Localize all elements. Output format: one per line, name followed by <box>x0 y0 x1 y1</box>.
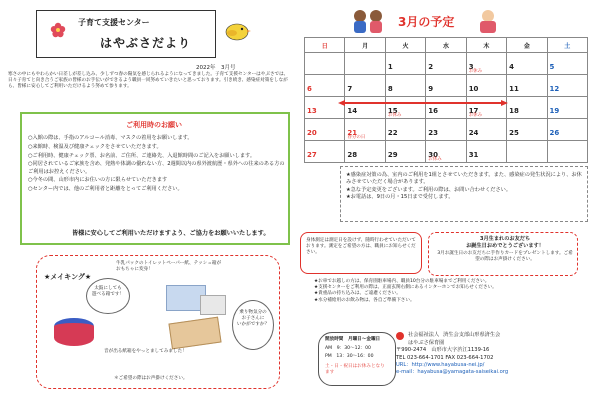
list-item: ★水分補給用のお飲み物は、各自ご準備下さい。 <box>314 297 415 303</box>
calendar-day-number: 2 <box>428 63 434 71</box>
calendar-day-cell <box>305 75 345 97</box>
calendar-day-number: 7 <box>347 85 353 93</box>
calendar-day-cell <box>547 75 587 97</box>
calendar-day-number: 27 <box>307 151 317 159</box>
making-note: 牛乳パックのトイレットペーパー紙、テッシュ箱が おもちゃに変身！ <box>116 261 222 273</box>
measurement-text: 身体測定は測定日を設けず、随時行わせていただいております。測定をご希望の方は、職員にお知らせください。 <box>306 238 416 256</box>
calendar-day-number: 4 <box>509 63 514 71</box>
org-name: 子育て支援センター <box>78 18 150 27</box>
list-item: ○同居されているご家族を含め、発熱や体調の優れない方、2週間以内の県外渡航歴・県外への往来のある方のご利用はお控えください。 <box>28 161 285 175</box>
calendar-day-cell <box>507 75 547 97</box>
calendar-day-note: お休み <box>387 113 402 118</box>
list-item: ○ご利用時、健康チェック票、お名前、ご住所、ご連絡先、入退館時間のご記入をお願いします。 <box>28 152 256 159</box>
birthday-detail: 3月お誕生日のお友だちに手作りカードをプレゼントします。ご希望の際はお声掛けください。 <box>437 250 573 262</box>
calendar-day-cell <box>466 119 506 141</box>
org-info <box>396 332 596 388</box>
calendar-day-cell <box>466 53 506 75</box>
birthday-text <box>436 236 574 263</box>
calendar-day-cell <box>547 141 587 163</box>
calendar-day-cell <box>345 53 385 75</box>
org-nursery: はやぶさ保育園 <box>408 340 445 346</box>
calendar-day-number: 14 <box>347 107 358 115</box>
calendar-day-number: 23 <box>428 129 439 137</box>
request-title: ご利用時のお願い <box>126 121 182 129</box>
calendar-day-number: 8 <box>387 85 393 93</box>
calendar-day-note: お休み <box>428 157 442 162</box>
calendar-day-cell <box>345 119 385 141</box>
list-item: ★支援センターをご利用の際は、正面玄関右側にあるインターホンでお知らせください。 <box>314 285 497 291</box>
milk-carton-image <box>200 295 226 315</box>
calendar-day-number: 6 <box>307 85 312 93</box>
making-note: 音が出る紙箱をやっとましてみました！ <box>104 349 187 354</box>
calendar-day-cell <box>507 97 547 119</box>
calendar-day-number: 12 <box>549 85 560 93</box>
calendar-day-cell <box>385 75 425 97</box>
org-email[interactable]: e-mail：hayabusa@yamagata-saiseikai.org <box>396 369 509 376</box>
calendar-day-cell <box>507 53 547 75</box>
calendar-day-number: 20 <box>307 129 317 137</box>
calendar-day-cell <box>547 53 587 75</box>
intro-text: 寒さの中にもやわらかい日差しが差し込み、少しずつ春の陽気を感じられるようになってきました。子育て支援センターはやぶさでは、日々子育てと向き合うご家族の皆様のお手伝いができるよう職員一同努めていきたいと思っております。引き続き、感染症対策をしながら、皆様に安心してご利用いただけるよう努めて参ります。 <box>8 72 289 90</box>
org-address: 〒990-2474 山形市大字渋江1139-16 <box>396 347 490 354</box>
calendar-day-number: 17 <box>468 107 479 115</box>
calendar-day-number: 10 <box>468 85 479 93</box>
calendar-weekday-header: 木 <box>466 38 506 53</box>
calendar-day-note: お休み <box>468 113 483 118</box>
org-corp: 社会福祉法人 <box>408 332 440 339</box>
calendar-day-cell <box>547 97 587 119</box>
calendar-day-number: 16 <box>428 107 439 115</box>
making-footer: ＊ご希望の際はお声掛けください。 <box>114 376 188 381</box>
calendar-day-number: 3 <box>468 63 474 71</box>
calendar-day-cell <box>547 119 587 141</box>
list-item: ○来館時、検温及び健康チェックをさせていただきます。 <box>28 143 162 150</box>
calendar-day-cell <box>426 75 466 97</box>
calendar-day-cell <box>385 53 425 75</box>
doll-icon <box>470 8 506 34</box>
list-item: ○センター内では、他のご利用者と距離をとってご利用ください。 <box>28 186 183 193</box>
list-item: ○入館の際は、手指のアルコール消毒、マスクの着用をお願いします。 <box>28 135 193 141</box>
calendar-day-number: 9 <box>428 85 434 93</box>
calendar-day-cell <box>345 75 385 97</box>
calendar-week-row <box>305 141 588 163</box>
calendar-weekday-header: 月 <box>345 38 385 53</box>
calendar-day-number: 5 <box>549 63 555 71</box>
calendar-day-number: 24 <box>468 129 479 137</box>
calendar-day-number: 29 <box>387 151 398 159</box>
drum-toy-image <box>54 318 94 346</box>
org-url[interactable]: URL：http://www.hayabusa-nei.jp/ <box>396 361 485 368</box>
speech-bubble: 乗り物気分の お子さんに いかがですか？ <box>232 300 274 350</box>
birthday-greeting: お誕生日おめでとうございます！ <box>466 243 544 250</box>
hours-panel <box>318 332 396 386</box>
calendar-weekday-header: 金 <box>507 38 547 53</box>
hours-pm: PM 13：30〜16：00 <box>325 354 374 360</box>
calendar-day-number: 15 <box>387 107 398 115</box>
calendar-day-cell <box>426 119 466 141</box>
calendar-day-number: 19 <box>549 107 560 115</box>
calendar-day-cell <box>507 119 547 141</box>
calendar-day-number: 25 <box>509 129 519 137</box>
hours-am: AM 9：30〜12：00 <box>325 346 371 352</box>
calendar-body <box>305 53 588 163</box>
calendar-weekday-header: 火 <box>385 38 425 53</box>
calendar-day-note: 春分の日 <box>347 135 366 140</box>
calendar-day-cell <box>345 141 385 163</box>
request-list <box>28 135 286 195</box>
calendar-title: 3月の予定 <box>398 15 455 29</box>
hina-doll-icon <box>350 8 386 34</box>
hours-note: 土・日・祝日はお休みとなります <box>325 363 385 375</box>
calendar-day-number: 11 <box>509 85 519 93</box>
calendar-header-row <box>305 38 588 53</box>
calendar-day-cell <box>466 141 506 163</box>
calendar-day-number: 26 <box>549 129 560 137</box>
org-parent: 済生会支部山形県済生会 <box>443 332 501 339</box>
hours-title: 開放時間 月曜日〜金曜日 <box>325 337 381 342</box>
speech-bubble: 太鼓にしても 遊べる箱です！ <box>86 278 130 314</box>
issue-date: 2022年 3月号 <box>196 65 236 71</box>
org-logo-icon <box>396 332 404 340</box>
calendar-day-number: 18 <box>509 107 519 115</box>
calendar-day-number: 22 <box>387 129 398 137</box>
calendar-week-row <box>305 119 588 141</box>
calendar-weekday-header: 土 <box>547 38 587 53</box>
request-closing: 皆様に安心してご利用いただけますよう、ご協力をお願いいたします。 <box>72 230 270 237</box>
calendar-weekday-header: 水 <box>426 38 466 53</box>
birthday-heading: 3月生まれのお友だち <box>479 236 531 242</box>
flower-icon <box>50 22 66 38</box>
info-list <box>314 279 594 304</box>
bird-icon <box>222 20 252 42</box>
list-item: ★貴重品の持ち込みは、ご遠慮ください。 <box>314 291 401 297</box>
calendar-day-cell <box>385 141 425 163</box>
calendar-day-number: 31 <box>468 151 479 159</box>
calendar-day-cell <box>426 141 466 163</box>
calendar-day-number: 28 <box>347 151 358 159</box>
notice-text: ★感染症対策の為、室内のご利用を1組とさせていただきます。また、感染症の発生状況により、お休みさせていただく場合があります。 ★急な予定変更をございます。ご利用の際は、お問い合わせください。 ★お電話は、9日の月・15日まで受付します。 <box>346 172 582 200</box>
calendar-day-number: 21 <box>347 129 358 137</box>
calendar-day-cell <box>305 53 345 75</box>
calendar-day-number: 30 <box>428 151 439 159</box>
calendar-day-cell <box>305 119 345 141</box>
calendar-day-number: 1 <box>387 63 393 71</box>
calendar-week-row <box>305 75 588 97</box>
calendar-day-number: 13 <box>307 107 317 115</box>
making-title: ★メイキング★ <box>44 273 92 281</box>
calendar-day-cell <box>385 119 425 141</box>
calendar-day-cell <box>426 53 466 75</box>
calendar-weekday-header: 日 <box>305 38 345 53</box>
closed-period-arrow <box>338 100 508 106</box>
list-item: ★お車でお越しの方は、保育園駐車場内、職員10台分の駐車場までご利用ください。 <box>314 279 490 284</box>
calendar-day-cell <box>507 141 547 163</box>
list-item: ○今冬の間、山形市内にお住いの方に限らせていただきます <box>28 177 168 184</box>
calendar-day-cell <box>305 141 345 163</box>
org-tel: TEL 023-664-1701 FAX 023-664-1702 <box>396 354 494 361</box>
calendar-day-cell <box>466 75 506 97</box>
calendar-day-note: お休み <box>468 69 483 74</box>
newsletter-title: はやぶさだより <box>100 36 192 50</box>
calendar-week-row <box>305 53 588 75</box>
